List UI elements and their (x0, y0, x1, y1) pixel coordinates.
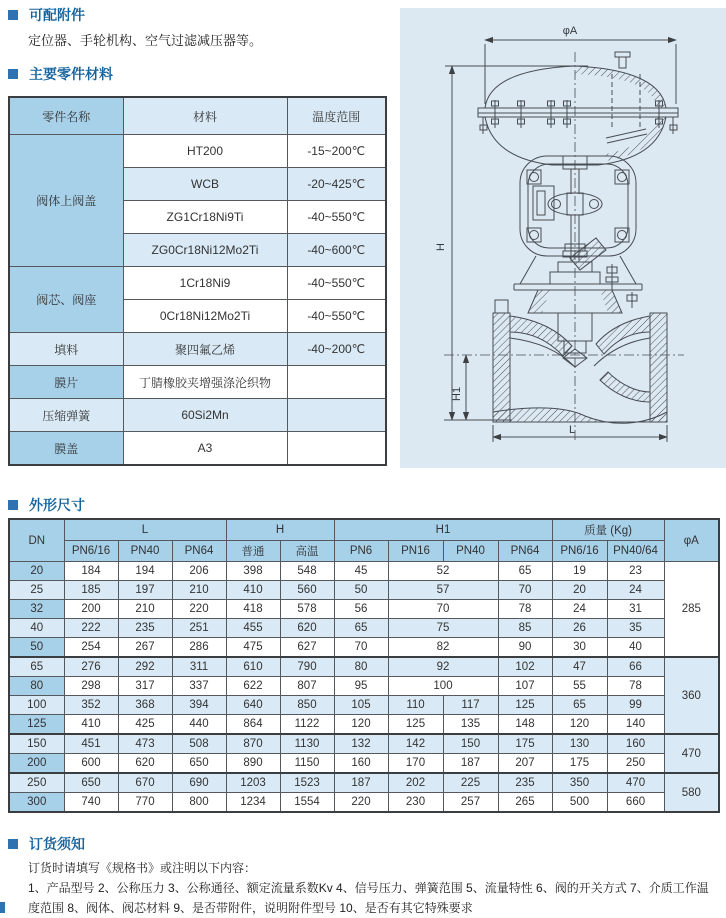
table-cell: 864 (226, 715, 280, 735)
table-cell: -40~600℃ (287, 234, 386, 267)
ordering-items-line: 度范围 8、阀体、阀芯材料 9、是否带附件，说明附件型号 10、是否有其它特殊要求 (28, 901, 473, 915)
table-cell: 235 (498, 773, 552, 793)
materials-table (8, 96, 387, 466)
col-header-part-name: 零件名称 (9, 97, 123, 135)
table-cell: 368 (118, 696, 172, 715)
page-corner-mark (0, 902, 5, 913)
table-cell: 92 (388, 657, 498, 677)
table-cell: 50 (9, 638, 64, 658)
table-row (9, 267, 386, 300)
table-cell (287, 366, 386, 399)
table-cell: 60Si2Mn (123, 399, 287, 432)
dimensions-table-head (9, 519, 719, 562)
table-cell: -40~550℃ (287, 300, 386, 333)
h1-label: H1 (451, 386, 463, 401)
section-materials-title: 主要零件材料 (29, 66, 113, 82)
table-cell: 1150 (280, 754, 334, 774)
table-cell: 130 (552, 734, 607, 754)
table-cell: 66 (607, 657, 664, 677)
table-cell: 40 (9, 619, 64, 638)
table-cell: 65 (334, 619, 388, 638)
table-cell: PN64 (172, 541, 226, 562)
table-cell: 56 (334, 600, 388, 619)
table-cell: 620 (280, 619, 334, 638)
table-cell: -40~550℃ (287, 267, 386, 300)
table-cell: 600 (64, 754, 118, 774)
part-name: 填料 (9, 333, 123, 366)
col-header-l: L (64, 519, 226, 541)
table-cell: 451 (64, 734, 118, 754)
table-cell: 57 (388, 581, 498, 600)
table-cell: 210 (118, 600, 172, 619)
valve-body (493, 300, 667, 423)
bullet-square-icon (8, 500, 18, 510)
table-cell: 80 (9, 677, 64, 696)
table-cell: 95 (334, 677, 388, 696)
table-row (9, 135, 386, 168)
left-flange (493, 313, 510, 422)
l-label: L (568, 424, 576, 436)
table-cell: 285 (664, 562, 719, 658)
section-dimensions-title: 外形尺寸 (29, 497, 85, 513)
table-cell: 650 (172, 754, 226, 774)
table-cell: 90 (498, 638, 552, 658)
table-cell: 65 (498, 562, 552, 581)
table-row (9, 734, 719, 754)
table-cell: 425 (118, 715, 172, 735)
table-cell: 197 (118, 581, 172, 600)
table-cell: 1554 (280, 793, 334, 813)
table-cell: 807 (280, 677, 334, 696)
table-cell: 580 (664, 773, 719, 812)
table-cell: 267 (118, 638, 172, 658)
table-row (9, 519, 719, 541)
table-cell: PN40 (118, 541, 172, 562)
table-cell: 740 (64, 793, 118, 813)
table-cell: 210 (172, 581, 226, 600)
table-cell: 500 (552, 793, 607, 813)
ordering-intro: 订货时请填写《规格书》或注明以下内容： (28, 861, 257, 875)
table-row (9, 581, 719, 600)
table-cell: 65 (552, 696, 607, 715)
table-cell: 470 (607, 773, 664, 793)
table-cell: 622 (226, 677, 280, 696)
table-row (9, 677, 719, 696)
table-cell: 102 (498, 657, 552, 677)
table-cell: 82 (388, 638, 498, 658)
table-cell: 418 (226, 600, 280, 619)
table-cell: A3 (123, 432, 287, 466)
table-cell: 110 (388, 696, 443, 715)
table-cell: 220 (334, 793, 388, 813)
table-cell: 78 (498, 600, 552, 619)
table-cell: 250 (9, 773, 64, 793)
table-cell: 220 (172, 600, 226, 619)
table-cell: 70 (498, 581, 552, 600)
table-cell: 142 (388, 734, 443, 754)
table-row (9, 793, 719, 813)
dimensions-table (8, 518, 720, 813)
table-cell: HT200 (123, 135, 287, 168)
table-cell: 640 (226, 696, 280, 715)
section-materials-heading (8, 64, 113, 84)
part-name: 膜盖 (9, 432, 123, 466)
table-cell: 276 (64, 657, 118, 677)
table-cell: 350 (552, 773, 607, 793)
table-cell: 25 (9, 581, 64, 600)
table-cell: 235 (118, 619, 172, 638)
table-row (9, 366, 386, 399)
table-cell: 78 (607, 677, 664, 696)
col-header-weight: 质量 (Kg) (552, 519, 664, 541)
table-cell: 222 (64, 619, 118, 638)
table-cell: 627 (280, 638, 334, 658)
table-cell: 200 (9, 754, 64, 774)
table-cell: 200 (64, 600, 118, 619)
table-cell: 202 (388, 773, 443, 793)
table-cell: 311 (172, 657, 226, 677)
table-cell: 352 (64, 696, 118, 715)
table-cell: 870 (226, 734, 280, 754)
table-cell: 80 (334, 657, 388, 677)
h-label: H (435, 243, 447, 251)
table-cell: 455 (226, 619, 280, 638)
col-header-material: 材料 (123, 97, 287, 135)
table-cell: 207 (498, 754, 552, 774)
part-name: 阀体上阀盖 (9, 135, 123, 267)
accessories-body-text: 定位器、手轮机构、空气过滤减压器等。 (28, 33, 263, 48)
table-cell: 65 (9, 657, 64, 677)
table-cell: 175 (498, 734, 552, 754)
table-cell: 40 (607, 638, 664, 658)
table-cell: 160 (334, 754, 388, 774)
table-cell: 150 (443, 734, 498, 754)
table-row (9, 696, 719, 715)
col-header-phia: φA (664, 519, 719, 562)
table-cell: 175 (552, 754, 607, 774)
table-cell: 620 (118, 754, 172, 774)
yoke-corner-bolts (527, 170, 629, 242)
ordering-notes (28, 858, 716, 918)
table-cell: 225 (443, 773, 498, 793)
table-cell: WCB (123, 168, 287, 201)
col-header-h1: H1 (334, 519, 552, 541)
table-cell: 125 (9, 715, 64, 735)
part-name: 阀芯、阀座 (9, 267, 123, 333)
stem-section-hatch (570, 238, 606, 270)
table-cell: 1122 (280, 715, 334, 735)
table-cell: 185 (64, 581, 118, 600)
table-cell: 360 (664, 657, 719, 734)
actuator-diaphragm-dome (478, 52, 678, 165)
table-cell: 0Cr18Ni12Mo2Ti (123, 300, 287, 333)
table-cell: ZG1Cr18Ni9Ti (123, 201, 287, 234)
dimensions-table-body (9, 562, 719, 813)
table-cell: 20 (9, 562, 64, 581)
table-cell: 250 (607, 754, 664, 774)
table-cell: PN40/64 (607, 541, 664, 562)
section-ordering-heading (8, 834, 85, 854)
table-cell: 410 (64, 715, 118, 735)
table-cell: 610 (226, 657, 280, 677)
table-cell: 850 (280, 696, 334, 715)
table-cell: 578 (280, 600, 334, 619)
table-cell: 690 (172, 773, 226, 793)
table-cell: 148 (498, 715, 552, 735)
table-cell: 317 (118, 677, 172, 696)
section-accessories-title: 可配附件 (29, 7, 85, 23)
table-cell: 丁腈橡胶夹增强涤沦织物 (123, 366, 287, 399)
table-cell: 135 (443, 715, 498, 735)
table-cell: 1523 (280, 773, 334, 793)
table-cell: 1Cr18Ni9 (123, 267, 287, 300)
table-row (9, 638, 719, 658)
table-cell: 650 (64, 773, 118, 793)
table-cell: 99 (607, 696, 664, 715)
table-cell: 24 (552, 600, 607, 619)
table-cell: 100 (9, 696, 64, 715)
part-name: 压缩弹簧 (9, 399, 123, 432)
bullet-square-icon (8, 10, 18, 20)
table-row (9, 432, 386, 466)
table-cell: 55 (552, 677, 607, 696)
table-cell: 187 (334, 773, 388, 793)
table-cell: 473 (118, 734, 172, 754)
table-cell: 670 (118, 773, 172, 793)
table-cell: 257 (443, 793, 498, 813)
table-cell: 440 (172, 715, 226, 735)
right-flange (650, 313, 667, 422)
table-cell: 170 (388, 754, 443, 774)
table-cell: -15~200℃ (287, 135, 386, 168)
table-cell: 140 (607, 715, 664, 735)
table-cell: 125 (388, 715, 443, 735)
table-cell: 770 (118, 793, 172, 813)
table-cell: 187 (443, 754, 498, 774)
table-cell: 23 (607, 562, 664, 581)
table-cell: 394 (172, 696, 226, 715)
table-cell: 125 (498, 696, 552, 715)
bullet-square-icon (8, 839, 18, 849)
table-cell (287, 432, 386, 466)
table-cell: 548 (280, 562, 334, 581)
phia-label: φA (562, 25, 578, 37)
table-cell: 高温 (280, 541, 334, 562)
table-cell: PN6/16 (552, 541, 607, 562)
table-row (9, 773, 719, 793)
table-cell: 660 (607, 793, 664, 813)
table-cell: 184 (64, 562, 118, 581)
table-cell: 120 (334, 715, 388, 735)
table-cell: 32 (9, 600, 64, 619)
table-cell: PN16 (388, 541, 443, 562)
table-cell: 30 (552, 638, 607, 658)
table-cell: 298 (64, 677, 118, 696)
table-cell: ZG0Cr18Ni12Mo2Ti (123, 234, 287, 267)
col-header-dn: DN (9, 519, 64, 562)
table-cell: 117 (443, 696, 498, 715)
col-header-h: H (226, 519, 334, 541)
valve-drawing (400, 8, 726, 468)
table-cell: 194 (118, 562, 172, 581)
table-cell: PN6 (334, 541, 388, 562)
table-cell: 800 (172, 793, 226, 813)
table-cell: 70 (334, 638, 388, 658)
part-name: 膜片 (9, 366, 123, 399)
table-cell: 265 (498, 793, 552, 813)
table-row (9, 97, 386, 135)
table-cell: 1130 (280, 734, 334, 754)
table-cell: 398 (226, 562, 280, 581)
table-cell: 普通 (226, 541, 280, 562)
table-cell: 790 (280, 657, 334, 677)
table-cell: 160 (607, 734, 664, 754)
table-row (9, 619, 719, 638)
bottom-wall (493, 408, 667, 423)
table-cell: 70 (388, 600, 498, 619)
table-cell: 206 (172, 562, 226, 581)
table-cell: 45 (334, 562, 388, 581)
table-row (9, 333, 386, 366)
table-cell: 105 (334, 696, 388, 715)
table-cell: 475 (226, 638, 280, 658)
table-cell: 132 (334, 734, 388, 754)
table-cell: 470 (664, 734, 719, 773)
table-cell: PN64 (498, 541, 552, 562)
table-cell (287, 399, 386, 432)
bullet-square-icon (8, 69, 18, 79)
valve-drawing-panel (400, 8, 726, 468)
table-cell: 292 (118, 657, 172, 677)
table-cell: 85 (498, 619, 552, 638)
table-cell: -40~550℃ (287, 201, 386, 234)
table-cell: 254 (64, 638, 118, 658)
yoke-assembly (520, 156, 636, 284)
table-cell: 1203 (226, 773, 280, 793)
table-cell: 286 (172, 638, 226, 658)
table-cell: 1234 (226, 793, 280, 813)
table-cell: PN6/16 (64, 541, 118, 562)
table-cell: PN40 (443, 541, 498, 562)
table-cell: 150 (9, 734, 64, 754)
col-header-temp-range: 温度范围 (287, 97, 386, 135)
table-row (9, 754, 719, 774)
table-cell: 47 (552, 657, 607, 677)
table-cell: 24 (607, 581, 664, 600)
table-cell: 337 (172, 677, 226, 696)
table-cell: 聚四氟乙烯 (123, 333, 287, 366)
table-row (9, 600, 719, 619)
table-cell: 26 (552, 619, 607, 638)
table-cell: 52 (388, 562, 498, 581)
table-cell: 19 (552, 562, 607, 581)
table-row (9, 399, 386, 432)
table-cell: 508 (172, 734, 226, 754)
table-row (9, 715, 719, 735)
table-cell: 35 (607, 619, 664, 638)
section-dimensions-heading (8, 495, 85, 515)
table-row (9, 562, 719, 581)
table-row (9, 657, 719, 677)
table-cell: 251 (172, 619, 226, 638)
flange-bolts (492, 100, 663, 128)
table-cell: 560 (280, 581, 334, 600)
section-ordering-title: 订货须知 (29, 836, 85, 852)
table-cell: 50 (334, 581, 388, 600)
table-cell: 20 (552, 581, 607, 600)
table-cell: 107 (498, 677, 552, 696)
table-cell: 300 (9, 793, 64, 813)
table-cell: -40~200℃ (287, 333, 386, 366)
table-cell: 31 (607, 600, 664, 619)
materials-table-head (9, 97, 386, 135)
table-row (9, 541, 719, 562)
table-cell: 230 (388, 793, 443, 813)
table-cell: 120 (552, 715, 607, 735)
table-cell: 410 (226, 581, 280, 600)
section-accessories-heading (8, 5, 85, 25)
ordering-items-line: 1、产品型号 2、公称压力 3、公称通径、额定流量系数Kv 4、信号压力、弹簧范围 5、流量特性 6、阀的开关方式 7、介质工作温 (28, 881, 709, 895)
table-cell: 75 (388, 619, 498, 638)
table-cell: 890 (226, 754, 280, 774)
table-cell: 100 (388, 677, 498, 696)
bonnet-assembly (514, 262, 642, 313)
table-cell: -20~425℃ (287, 168, 386, 201)
materials-table-body (9, 135, 386, 466)
